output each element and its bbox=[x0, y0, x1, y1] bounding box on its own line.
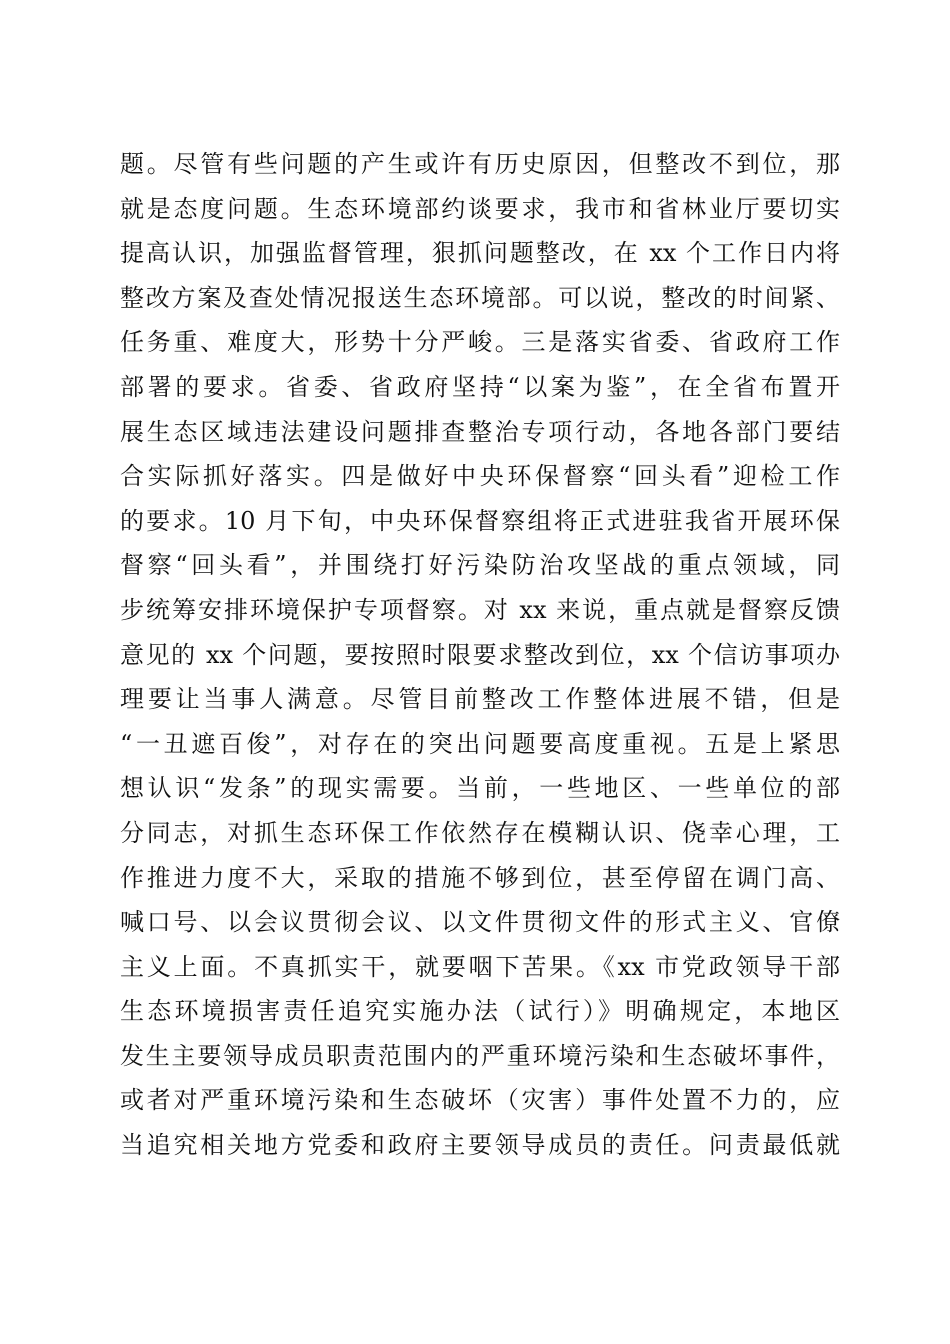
text-line-4: 整改方案及查处情况报送生态环境部。可以说，整改的时间紧、 bbox=[120, 283, 840, 312]
text-line-23: 当追究相关地方党委和政府主要领导成员的责任。问责最低就 bbox=[120, 1131, 840, 1160]
text-line-19: 主义上面。不真抓实干，就要咽下苦果。《xx 市党政领导干部 bbox=[120, 952, 840, 981]
text-line-16: 分同志，对抓生态环保工作依然存在模糊认识、侥幸心理，工 bbox=[120, 818, 840, 847]
text-line-5: 任务重、难度大，形势十分严峻。三是落实省委、省政府工作 bbox=[120, 328, 840, 357]
text-line-7: 展生态区域违法建设问题排查整治专项行动，各地各部门要结 bbox=[120, 417, 840, 446]
text-line-13: 理要让当事人满意。尽管目前整改工作整体进展不错，但是 bbox=[120, 685, 840, 714]
text-line-17: 作推进力度不大，采取的措施不够到位，甚至停留在调门高、 bbox=[120, 863, 840, 892]
text-line-12: 意见的 xx 个问题，要按照时限要求整改到位，xx 个信访事项办 bbox=[120, 640, 840, 669]
text-line-8: 合实际抓好落实。四是做好中央环保督察“回头看”迎检工作 bbox=[120, 462, 840, 491]
text-line-11: 步统筹安排环境保护专项督察。对 xx 来说，重点就是督察反馈 bbox=[120, 595, 840, 624]
text-line-6: 部署的要求。省委、省政府坚持“以案为鉴”，在全省布置开 bbox=[120, 372, 840, 401]
text-line-9: 的要求。10 月下旬，中央环保督察组将正式进驻我省开展环保 bbox=[120, 506, 840, 535]
text-line-14: “一丑遮百俊”，对存在的突出问题要高度重视。五是上紧思 bbox=[120, 729, 840, 758]
text-line-18: 喊口号、以会议贯彻会议、以文件贯彻文件的形式主义、官僚 bbox=[120, 908, 840, 937]
body-paragraph bbox=[120, 142, 840, 1168]
text-line-10: 督察“回头看”，并围绕打好污染防治攻坚战的重点领域，同 bbox=[120, 551, 840, 580]
text-line-1: 题。尽管有些问题的产生或许有历史原因，但整改不到位，那 bbox=[120, 150, 840, 178]
text-line-3: 提高认识，加强监督管理，狠抓问题整改，在 xx 个工作日内将 bbox=[120, 239, 840, 268]
text-line-2: 就是态度问题。生态环境部约谈要求，我市和省林业厅要切实 bbox=[120, 194, 840, 223]
text-line-21: 发生主要领导成员职责范围内的严重环境污染和生态破坏事件， bbox=[120, 1041, 840, 1070]
text-line-15: 想认识“发条”的现实需要。当前，一些地区、一些单位的部 bbox=[120, 774, 840, 803]
text-line-22: 或者对严重环境污染和生态破坏（灾害）事件处置不力的，应 bbox=[120, 1086, 840, 1115]
text-line-20: 生态环境损害责任追究实施办法（试行）》明确规定，本地区 bbox=[120, 997, 840, 1026]
